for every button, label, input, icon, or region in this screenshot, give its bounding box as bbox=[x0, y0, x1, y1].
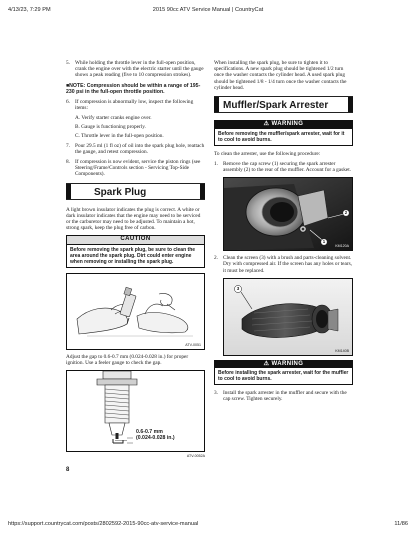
step-number: 1. bbox=[214, 160, 218, 167]
step-5 bbox=[66, 60, 205, 79]
warning-text: Before installing the spark arrester, wait for the muffler to cool to avoid burns. bbox=[218, 370, 349, 383]
gap-measurement bbox=[136, 429, 175, 441]
figure-code: KM140B bbox=[335, 348, 349, 353]
heading-tab-left bbox=[66, 184, 71, 199]
step-number: 5. bbox=[66, 60, 70, 66]
step-1 bbox=[214, 161, 353, 173]
step-text: Pour 29.5 ml (1 fl oz) of oil into the spark plug hole, reattach the gauge, and retest compression. bbox=[75, 142, 205, 155]
spark-plug-intro: A light brown insulator indicates the plug is correct. A white or dark insulator indicates that the engine may need to be serviced or the carburetor may need to be adjusted. To maintain a hot, strong spark, keep the plug free of carbon. bbox=[66, 206, 201, 232]
caution-text: Before removing the spark plug, be sure to clean the area around the spark plug. Dirt could enter engine when removing or installing the spark plug. bbox=[70, 246, 196, 265]
step-number: 8. bbox=[66, 159, 70, 166]
figure-code: KM120A bbox=[335, 243, 349, 248]
document-title: 2015 90cc ATV Service Manual | CountryCat bbox=[152, 7, 264, 13]
step-text: Install the spark arrester in the muffler and secure with the cap screw. Tighten securely. bbox=[223, 390, 347, 403]
page-count: 11/86 bbox=[394, 521, 408, 527]
caution-label: CAUTION bbox=[67, 236, 204, 245]
step-text: If compression is abnormally low, inspect the following items: bbox=[75, 98, 194, 111]
print-datetime: 4/13/23, 7:29 PM bbox=[8, 7, 51, 13]
step-7 bbox=[66, 143, 205, 155]
warning-text: Before removing the muffler/spark arrester, wait for it to cool to avoid burns. bbox=[218, 130, 345, 143]
step-text: While holding the throttle lever in the full-open position, crank the engine over with the electric starter until the gauge shows a peak reading (five to 10 compression strokes). bbox=[75, 60, 204, 79]
step-8 bbox=[66, 159, 205, 178]
section-title: Spark Plug bbox=[94, 186, 147, 198]
source-url[interactable]: https://support.countrycat.com/posts/2802592-2015-90cc-atv-service-manual bbox=[8, 521, 199, 527]
gap-instructions: Adjust the gap to 0.6-0.7 mm (0.024-0.028 in.) for proper ignition. Use a feeler gauge to check the gap. bbox=[66, 353, 189, 367]
step-text: Remove the cap screw (1) securing the spark arrester assembly (2) to the rear of the muffler. Account for a gasket. bbox=[223, 160, 352, 173]
check-item-a: A. Verify starter cranks engine over. bbox=[75, 115, 152, 122]
warning-box bbox=[214, 360, 353, 386]
tightening-specs: When installing the spark plug, be sure to tighten it to specifications. A new spark plug should be tightened 1/2 turn once the washer contacts the cylinder head. A used spark plug should be tightened 1/8 - 1/4 turn once the washer contacts the cylinder head. bbox=[214, 60, 347, 91]
step-2 bbox=[214, 255, 353, 274]
callout-3: 3 bbox=[236, 285, 240, 291]
hands-spark-plug-illustration bbox=[67, 274, 204, 349]
step-text: Clean the screen (3) with a brush and parts-cleaning solvent. Dry with compressed air. If the screen has any holes or tears, it must be replaced. bbox=[223, 255, 352, 274]
step-text: If compression is now evident, service the piston rings (see Steering/Frame/Controls section - Servicing Top-Side Components). bbox=[75, 159, 201, 178]
step-3 bbox=[214, 390, 353, 402]
muffler-heading bbox=[214, 96, 353, 113]
spark-plug-heading bbox=[66, 183, 205, 200]
muffler-photo-illustration bbox=[224, 178, 353, 250]
step-number: 3. bbox=[214, 390, 218, 397]
check-item-b: B. Gauge is functioning properly. bbox=[75, 124, 146, 131]
spark-arrester-photo bbox=[223, 177, 353, 251]
left-column bbox=[66, 60, 205, 460]
arrester-screen-illustration bbox=[224, 279, 353, 355]
warning-box bbox=[214, 120, 353, 146]
procedure-intro: To clean the arrester, use the following procedure: bbox=[214, 150, 321, 157]
caution-box bbox=[66, 235, 205, 268]
warning-label: ⚠ WARNING bbox=[215, 121, 352, 129]
note bbox=[66, 83, 205, 95]
figure-code: ATV-0052A bbox=[186, 454, 205, 459]
warning-label: ⚠ WARNING bbox=[215, 361, 352, 369]
check-item-c: C. Throttle lever in the full-open position. bbox=[75, 133, 164, 140]
screen-photo bbox=[223, 278, 353, 356]
spark-plug-removal-figure bbox=[66, 273, 205, 350]
step-number: 7. bbox=[66, 142, 70, 149]
figure-code: ATV-0051 bbox=[185, 342, 201, 347]
step-number: 2. bbox=[214, 255, 218, 262]
spark-plug-gap-figure bbox=[66, 370, 205, 452]
callout-2: 2 bbox=[344, 209, 348, 215]
step-number: 6. bbox=[66, 98, 70, 105]
gap-mm: 0.6-0.7 mm bbox=[136, 429, 163, 436]
heading-tab-right bbox=[348, 97, 353, 112]
note-label: ■NOTE: bbox=[66, 82, 86, 89]
right-column bbox=[214, 60, 353, 407]
heading-tab-left bbox=[214, 97, 219, 112]
page-number: 8 bbox=[66, 467, 70, 473]
gap-in: (0.024-0.028 in.) bbox=[136, 435, 175, 442]
heading-tab-right bbox=[200, 184, 205, 199]
callout-1: 1 bbox=[322, 238, 326, 244]
section-title: Muffler/Spark Arrester bbox=[223, 100, 329, 112]
note-text: Compression should be within a range of 195-230 psi in the full-open throttle position. bbox=[66, 82, 201, 95]
step-6 bbox=[66, 99, 205, 111]
